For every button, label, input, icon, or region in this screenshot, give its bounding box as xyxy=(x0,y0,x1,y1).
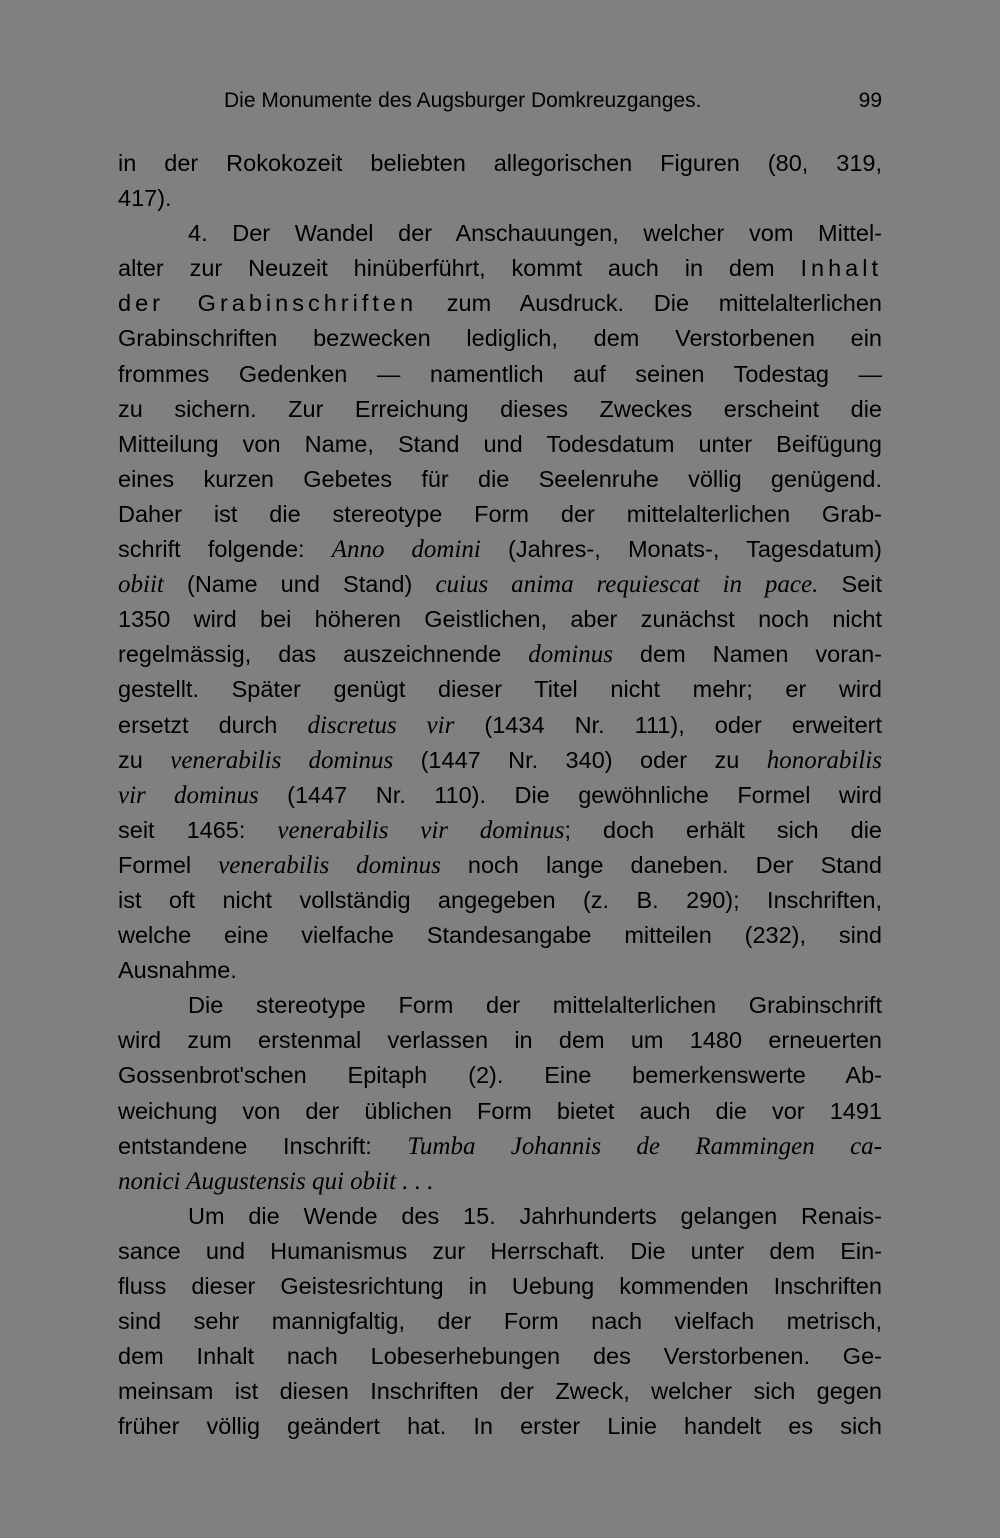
latin-phrase: venerabilis dominus xyxy=(170,746,394,774)
text-line: ist oft nicht vollständig angegeben (z. B. 290); Inschriften, xyxy=(118,886,882,913)
running-title: Die Monumente des Augsburger Domkreuzganges. xyxy=(224,89,702,112)
text-line: sind sehr mannigfaltig, der Form nach vielfach metrisch, xyxy=(118,1308,882,1335)
latin-phrase: obiit xyxy=(118,571,164,599)
text-line: seit 1465: venerabilis vir dominus; doch erhält sich die xyxy=(118,816,882,844)
text-line: vir dominus (1447 Nr. 110). Die gewöhnliche Formel wird xyxy=(118,781,882,809)
text-line: 417). xyxy=(118,185,172,212)
text-line: 1350 wird bei höheren Geistlichen, aber zunächst noch nicht xyxy=(118,606,882,633)
text-line: schrift folgende: Anno domini (Jahres-, Monats-, Tagesdatum) xyxy=(118,536,882,564)
text-line: der Grabinschriften zum Ausdruck. Die mittelalterlichen xyxy=(118,290,882,317)
text-line: Um die Wende des 15. Jahrhunderts gelangen Renais- xyxy=(188,1202,882,1229)
text-line: frommes Gedenken — namentlich auf seinen Todestag — xyxy=(118,360,882,387)
text-line: welche eine vielfache Standesangabe mitteilen (232), sind xyxy=(118,922,882,949)
text-line: entstandene Inschrift: Tumba Johannis de Rammingen ca- xyxy=(118,1132,882,1160)
text-line: zu sichern. Zur Erreichung dieses Zweckes erscheint die xyxy=(118,395,882,422)
text-line: fluss dieser Geistesrichtung in Uebung kommenden Inschriften xyxy=(118,1273,882,1299)
text-line: regelmässig, das auszeichnende dominus dem Namen voran- xyxy=(118,641,882,669)
text-line: alter zur Neuzeit hinüberführt, kommt auch in dem Inhalt xyxy=(118,255,882,282)
latin-phrase: honorabilis xyxy=(766,746,882,774)
text-line xyxy=(118,1164,882,1199)
latin-phrase: nonici Augustensis qui obiit . . . xyxy=(118,1167,434,1195)
text-line: obiit (Name und Stand) cuius anima requiescat in pace. Seit xyxy=(118,571,882,599)
text-line: Daher ist die stereotype Form der mittelalterlichen Grab- xyxy=(118,500,882,527)
text-line: eines kurzen Gebetes für die Seelenruhe völlig genügend. xyxy=(118,465,882,492)
text-line: zu venerabilis dominus (1447 Nr. 340) oder zu honorabilis xyxy=(118,746,882,774)
page-number: 99 xyxy=(858,89,882,112)
latin-phrase: Tumba Johannis de Rammingen ca- xyxy=(407,1132,882,1160)
text-line: Formel venerabilis dominus noch lange daneben. Der Stand xyxy=(118,851,882,879)
text-line: dem Inhalt nach Lobeserhebungen des Verstorbenen. Ge- xyxy=(118,1343,882,1370)
latin-phrase: Anno domini xyxy=(331,536,481,564)
text-line: 4. Der Wandel der Anschauungen, welcher vom Mittel- xyxy=(188,220,882,247)
text-line: früher völlig geändert hat. In erster Linie handelt es sich xyxy=(118,1413,882,1440)
latin-phrase: venerabilis dominus xyxy=(218,851,441,879)
spaced-emphasis: der Grabinschriften xyxy=(118,290,418,317)
text-line: Gossenbrot'schen Epitaph (2). Eine bemerkenswerte Ab- xyxy=(118,1062,882,1089)
latin-phrase: cuius anima requiescat in pace. xyxy=(435,571,819,599)
latin-phrase: venerabilis vir dominus xyxy=(277,816,565,844)
text-line: weichung von der üblichen Form bietet auch die vor 1491 xyxy=(118,1097,882,1124)
latin-phrase: vir dominus xyxy=(118,781,259,809)
text-line: sance und Humanismus zur Herrschaft. Die unter dem Ein- xyxy=(118,1237,882,1264)
text-line: meinsam ist diesen Inschriften der Zweck, welcher sich gegen xyxy=(118,1378,882,1405)
text-line: Mitteilung von Name, Stand und Todesdatum unter Beifügung xyxy=(118,430,882,457)
running-header xyxy=(224,86,882,116)
text-line: Die stereotype Form der mittelalterlichen Grabinschrift xyxy=(188,992,882,1019)
body-text xyxy=(118,146,882,1444)
latin-phrase: dominus xyxy=(528,641,613,669)
text-line: wird zum erstenmal verlassen in dem um 1480 erneuerten xyxy=(118,1027,882,1054)
text-line: gestellt. Später genügt dieser Titel nicht mehr; er wird xyxy=(118,676,882,703)
text-line: in der Rokokozeit beliebten allegorischen Figuren (80, 319, xyxy=(118,150,882,176)
spaced-emphasis: Inhalt xyxy=(800,255,882,282)
text-line: Grabinschriften bezwecken lediglich, dem Verstorbenen ein xyxy=(118,325,882,352)
latin-phrase: discretus vir xyxy=(307,711,455,739)
text-line: ersetzt durch discretus vir (1434 Nr. 111), oder erweitert xyxy=(118,711,882,739)
text-line: Ausnahme. xyxy=(118,957,237,984)
